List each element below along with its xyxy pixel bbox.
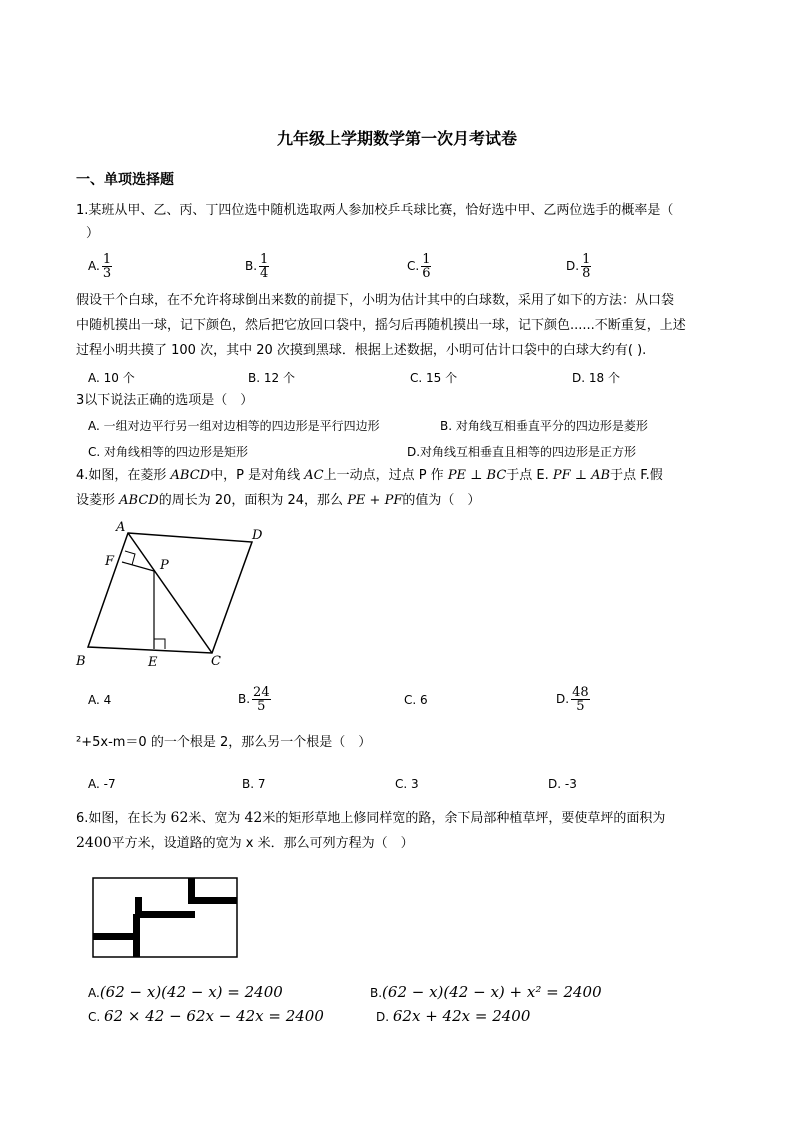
fraction: $\frac{48}{5}$	[572, 685, 589, 714]
q2-option-c[interactable]: C. 15 个	[410, 371, 458, 385]
q6-option-a[interactable]: A.(62 − x)(42 − x) = 2400	[88, 983, 283, 1001]
q5-option-b[interactable]: B. 7	[242, 777, 266, 791]
label-d: D	[252, 528, 263, 543]
rhombus-figure	[70, 515, 270, 675]
q2-option-a[interactable]: A. 10 个	[88, 371, 135, 385]
q1-option-b[interactable]	[245, 253, 269, 280]
q6-option-d[interactable]: D. 62x + 42x = 2400	[376, 1007, 531, 1025]
q2-stem-line1: 假设干个白球，在不允许将球倒出来数的前提下，小明为估计其中的白球数，采用了如下的方法：从口袋	[76, 293, 675, 308]
q2-stem-line2: 中随机摸出一球，记下颜色，然后把它放回口袋中，摇匀后再随机摸出一球，记下颜色......不断重复，上述	[76, 318, 686, 333]
q2-stem-line3: 过程小明共摸了 100 次，其中 20 次摸到黑球．根据上述数据，小明可估计口袋中的白球大约有( ).	[76, 343, 647, 358]
page-title: 九年级上学期数学第一次月考试卷	[276, 129, 517, 148]
option-label: B.	[245, 259, 258, 273]
label-p: P	[160, 558, 169, 573]
q5-option-a[interactable]: A. -7	[88, 777, 116, 791]
road-figure	[90, 876, 242, 960]
q5-stem: ²+5x-m＝0 的一个根是 2，那么另一个根是（ ）	[76, 735, 372, 750]
road-horizontal-right	[188, 897, 237, 904]
fraction: $\frac{1}{4}$	[260, 252, 269, 281]
q3-option-a[interactable]: A. 一组对边平行另一组对边相等的四边形是平行四边形	[88, 419, 380, 433]
fraction: $\frac{1}{6}$	[422, 252, 431, 281]
q1-option-d[interactable]	[566, 253, 591, 280]
q5-option-c[interactable]: C. 3	[395, 777, 419, 791]
diagonal-ac	[128, 533, 212, 653]
label-e: E	[148, 655, 158, 670]
q3-option-b[interactable]: B. 对角线互相垂直平分的四边形是菱形	[440, 419, 648, 433]
q4-stem-line2: 设菱形 ABCD的周长为 20，面积为 24，那么 PE + PF的值为（ ）	[76, 493, 481, 508]
q3-option-d[interactable]: D.对角线互相垂直且相等的四边形是正方形	[407, 445, 637, 459]
option-label: C.	[407, 259, 420, 273]
label-f: F	[105, 554, 115, 569]
q2-option-b[interactable]: B. 12 个	[248, 371, 295, 385]
label-a: A	[116, 520, 126, 535]
section-heading: 一、单项选择题	[76, 172, 174, 188]
q4-option-c[interactable]: C. 6	[404, 693, 428, 707]
fraction: $\frac{1}{3}$	[102, 252, 112, 281]
right-angle-e	[154, 639, 165, 649]
q1-option-a[interactable]	[88, 253, 112, 280]
label-c: C	[211, 654, 221, 669]
q6-stem-line2: 2400平方米，设道路的宽为 x 米．那么可列方程为（ ）	[76, 835, 414, 851]
q3-option-c[interactable]: C. 对角线相等的四边形是矩形	[88, 445, 249, 459]
q6-stem-line1: 6.如图，在长为 62米、宽为 42米的矩形草地上修同样宽的路，余下局部种植草坪，要使草坪的面积为	[76, 810, 666, 826]
q6-option-b[interactable]: B.(62 − x)(42 − x) + x² = 2400	[370, 983, 602, 1001]
q3-stem: 3以下说法正确的选项是（ ）	[76, 393, 254, 408]
q1-stem-line2: ）	[86, 226, 100, 241]
road-horizontal-middle	[135, 911, 195, 918]
q4-option-a[interactable]: A. 4	[88, 693, 112, 707]
q4-stem-line1: 4.如图，在菱形 ABCD中，P 是对角线 AC上一动点，过点 P 作 PE ⊥ BC于点 E. PF ⊥ AB于点 F.假	[76, 468, 663, 483]
fraction: $\frac{24}{5}$	[253, 685, 270, 714]
fraction: $\frac{1}{8}$	[582, 252, 591, 281]
label-b: B	[76, 654, 86, 669]
q4-option-d[interactable]: D. $\frac{48}{5}$	[556, 685, 589, 714]
q1-stem-line1: 1.某班从甲、乙、丙、丁四位选中随机选取两人参加校乒乓球比赛，恰好选中甲、乙两位选手的概率是（	[76, 203, 674, 218]
q4-option-b[interactable]: B. $\frac{24}{5}$	[238, 685, 270, 714]
option-label: D.	[566, 259, 580, 273]
q1-option-c[interactable]	[407, 253, 431, 280]
option-label: A.	[88, 259, 100, 273]
q6-option-c[interactable]: C. 62 × 42 − 62x − 42x = 2400	[88, 1007, 324, 1025]
road-horizontal-left	[93, 933, 140, 940]
q2-option-d[interactable]: D. 18 个	[572, 371, 620, 385]
q5-option-d[interactable]: D. -3	[548, 777, 577, 791]
